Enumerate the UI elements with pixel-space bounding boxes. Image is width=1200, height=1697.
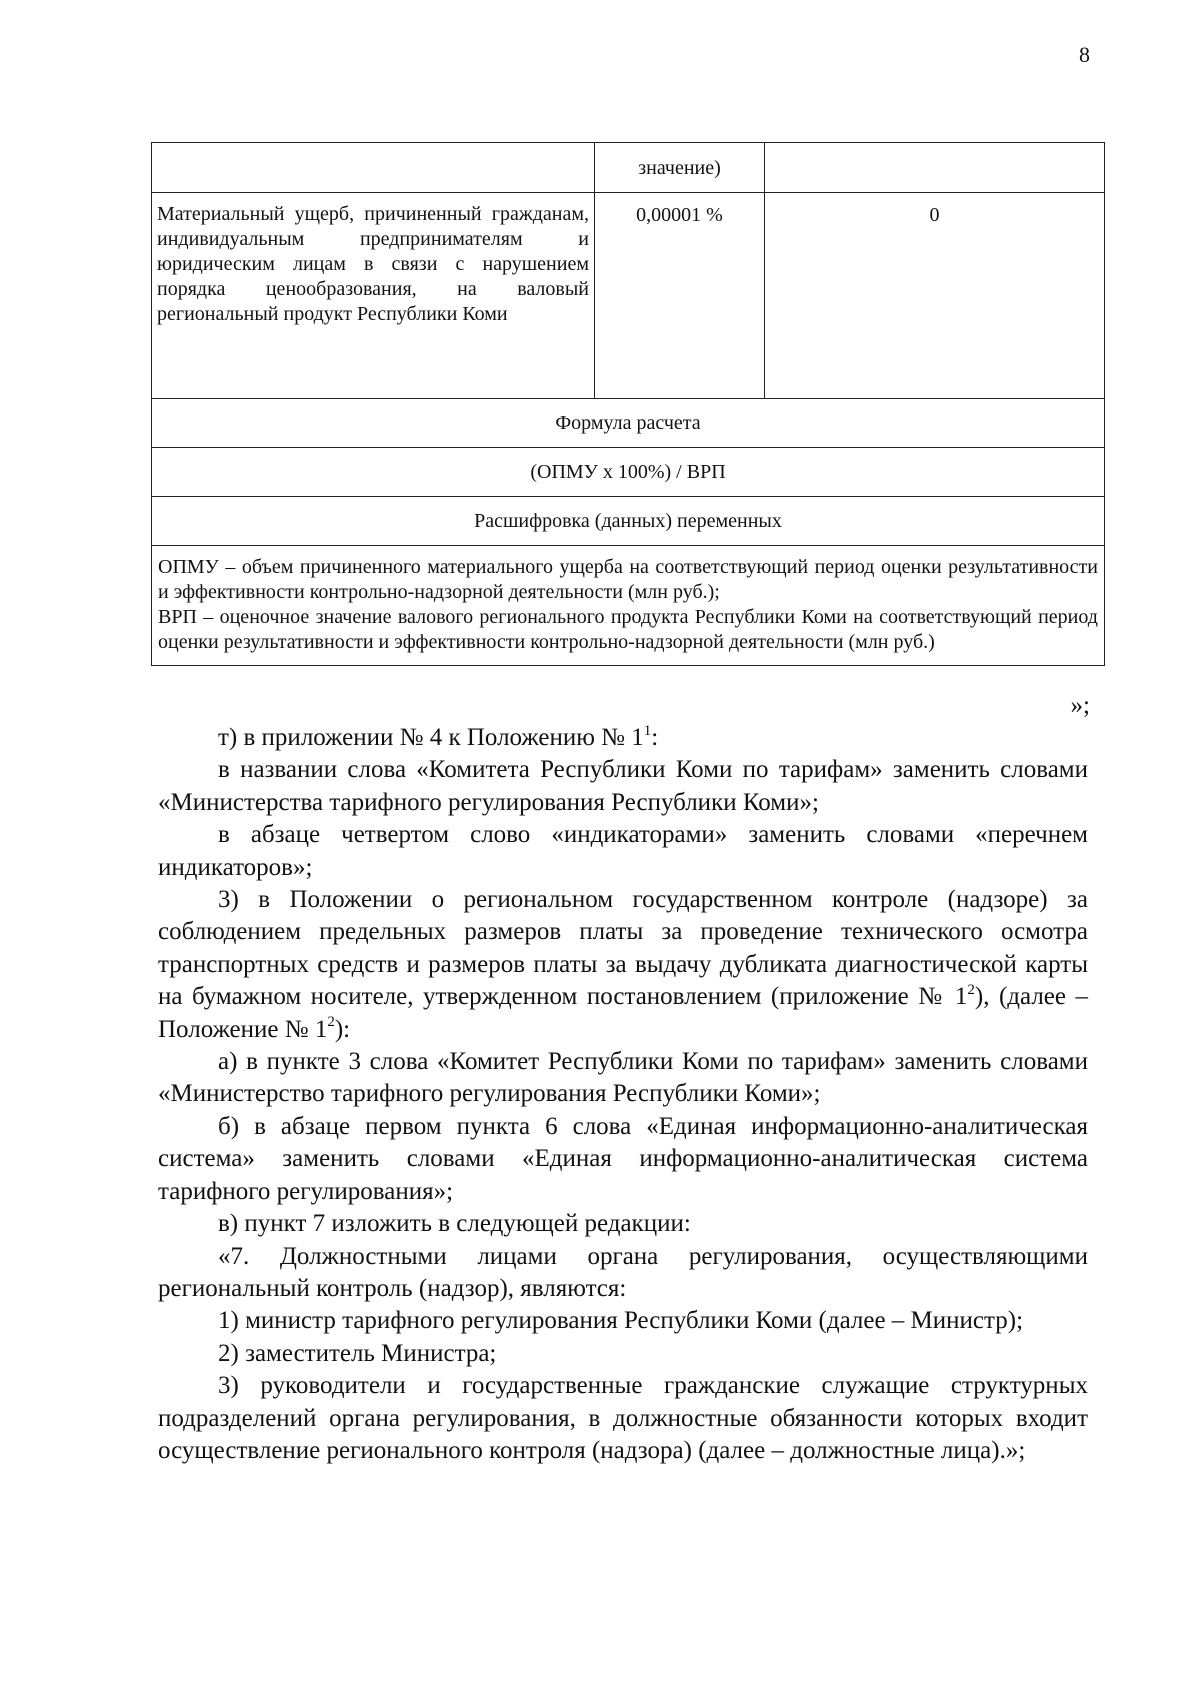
page-number: 8 [1079, 42, 1090, 67]
var-opmu: ОПМУ – объем причиненного материального ущерба на соответствующий период оценки результативности и эффективности контрольно-надзорной деятельности (млн руб.); [158, 556, 1098, 603]
document-body [158, 722, 1088, 1467]
target-value: 0,00001 % [595, 193, 765, 399]
paragraph: в) пункт 7 изложить в следующей редакции: [218, 1210, 691, 1238]
indicator-table [151, 142, 1105, 666]
paragraph-3: 3) в Положении о региональном государственном контроле (надзоре) за соблюдением предельных размеров платы за проведение технического осмотра транспортных средств и размеров платы за выдачу дубликата диагностической карты на бумажном носителе, утвержденном постановлением (приложение № $1^2$), (далее – Положение № $1^2$): [158, 886, 1088, 1043]
vars-title-row [152, 497, 1105, 546]
vars-description [152, 546, 1105, 666]
vars-title: Расшифровка (данных) переменных [152, 497, 1105, 546]
table-row [152, 193, 1105, 399]
vars-row [152, 546, 1105, 666]
paragraph: 2) заместитель Министра; [218, 1339, 497, 1367]
paragraph: в абзаце четвертом слово «индикаторами» заменить словами «перечнем индикаторов»; [158, 821, 1088, 881]
paragraph-t: т) в приложении № 4 к Положению № $1^1$: [218, 722, 659, 751]
formula-title-row [152, 399, 1105, 448]
actual-value: 0 [765, 193, 1105, 399]
paragraph: в названии слова «Комитета Республики Коми по тарифам» заменить словами «Министерства тарифного регулирования Республики Коми»; [158, 756, 1088, 816]
formula-row [152, 448, 1105, 497]
paragraph: «7. Должностными лицами органа регулирования, осуществляющими региональный контроль (надзор), являются: [158, 1242, 1088, 1302]
header-value-cell: значение) [595, 143, 765, 193]
paragraph: б) в абзаце первом пункта 6 слова «Единая информационно-аналитическая система» заменить словами «Единая информационно-аналитическая система тарифного регулирования»; [158, 1112, 1088, 1205]
table-header-row [152, 143, 1105, 193]
header-empty-cell [152, 143, 595, 193]
var-vrp: ВРП – оценочное значение валового регионального продукта Республики Коми на соответствующий период оценки результативности и эффективности контрольно-надзорной деятельности (млн руб.) [158, 606, 1098, 653]
header-empty-cell-2 [765, 143, 1105, 193]
paragraph: 1) министр тарифного регулирования Республики Коми (далее – Министр); [218, 1307, 1024, 1335]
formula: (ОПМУ х 100%) / ВРП [152, 448, 1105, 497]
paragraph: а) в пункте 3 слова «Комитет Республики Коми по тарифам» заменить словами «Министерство тарифного регулирования Республики Коми»; [158, 1048, 1088, 1108]
paragraph: 3) руководители и государственные гражданские служащие структурных подразделений органа регулирования, в должностные обязанности которых входит осуществление регионального контроля (надзора) (далее – должностные лица).»; [158, 1372, 1088, 1464]
closing-quote: »; [1070, 692, 1090, 719]
formula-title: Формула расчета [152, 399, 1105, 448]
indicator-name: Материальный ущерб, причиненный гражданам, индивидуальным предпринимателям и юридическим лицам в связи с нарушением порядка ценообразования, на валовый региональный продукт Республики Коми [152, 193, 595, 399]
